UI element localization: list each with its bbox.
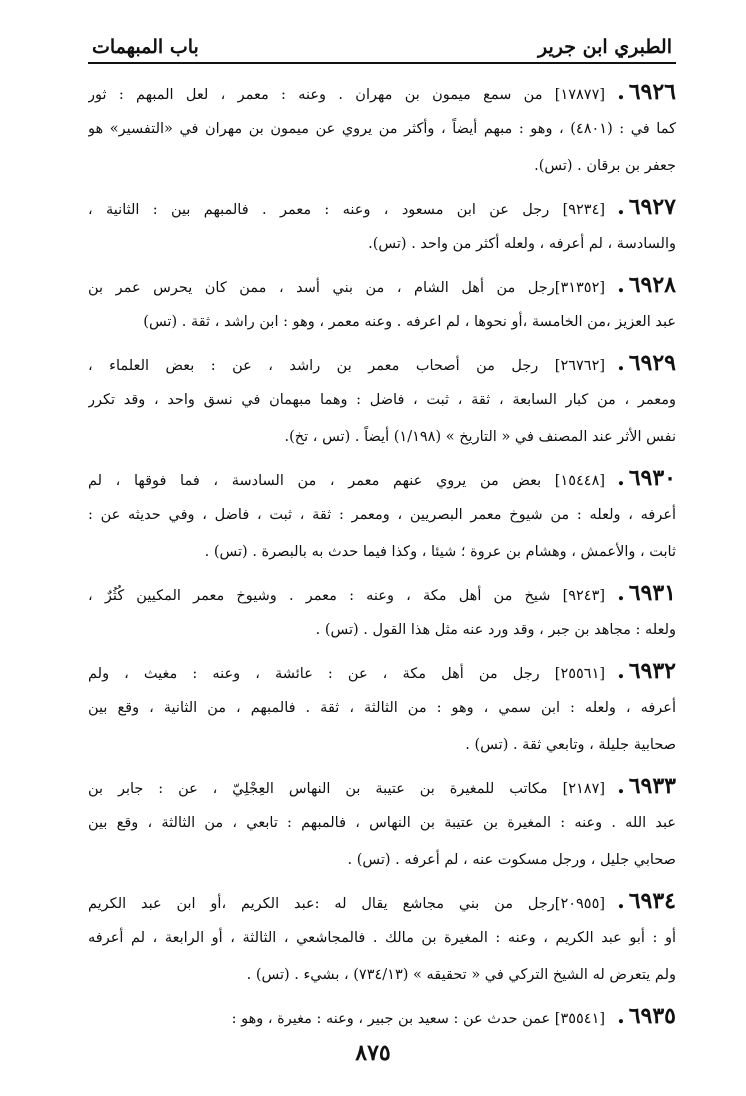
entry-line	[88, 842, 676, 879]
entry-text: أعرفه ، ولعله : من شيوخ معمر البصريين ، ومعمر : ثقة ، ثبت ، فاضل ، وفي حديثه عن :	[88, 507, 676, 523]
entry-text: ومعمر ، من كبار السابعة ، ثقة ، ثبت ، فاضل : وهما مبهمان في نسق واحد ، وقد تكرر	[88, 392, 676, 408]
entry-line	[88, 382, 676, 419]
entry-number: ٦٩٣٢	[628, 658, 676, 684]
entry-text: كما في : (٤٨٠١) ، وهو : مبهم أيضاً ، وأكثر من يروي عن ميمون بن مهران في «التفسير» هو	[88, 121, 676, 137]
entry-line	[88, 460, 676, 497]
entry-number: ٦٩٣٥	[628, 1003, 676, 1029]
entry-number-dot: .	[617, 888, 625, 914]
entry-number-dot: .	[617, 1003, 625, 1029]
entry-number-dot: .	[617, 350, 625, 376]
entry-text: [١٧٨٧٧] من سمع ميمون بن مهران . وعنه : معمر ، لعل المبهم : ثور	[88, 87, 606, 103]
entry-line	[88, 805, 676, 842]
entry-text: والسادسة ، لم أعرفه ، ولعله أكثر من واحد . (تس).	[368, 236, 676, 252]
entry-number-dot: .	[617, 194, 625, 220]
entry-text: [٢٠٩٥٥]رجل من بني مجاشع يقال له :عبد الكريم ،أو ابن عبد الكريم	[88, 896, 606, 912]
entry-number: ٦٩٢٦	[628, 79, 676, 105]
entry-text: صحابي جليل ، ورجل مسكوت عنه ، لم أعرفه . (تس) .	[347, 852, 676, 868]
entry-line	[88, 419, 676, 456]
entry	[88, 460, 676, 571]
entry	[88, 267, 676, 341]
entry-number: ٦٩٣١	[628, 580, 676, 606]
entry-text: [٢٦٧٦٢] رجل من أصحاب معمر بن راشد ، عن : بعض العلماء ،	[88, 358, 606, 374]
entry-text: ولعله : مجاهد بن جبر ، وقد ورد عنه مثل هذا القول . (تس) .	[315, 622, 676, 638]
entry-text: [٣١٣٥٢]رجل من أهل الشام ، من بني أسد ، ممن كان يحرس عمر بن	[88, 280, 606, 296]
entry-text: عبد الله . وعنه : المغيرة بن عتيبة بن النهاس ، فالمبهم : تابعي ، من الثالثة ، وقع بين	[88, 815, 676, 831]
entry-line	[88, 189, 676, 226]
entry	[88, 883, 676, 994]
entry	[88, 768, 676, 879]
entry-line	[88, 998, 676, 1035]
entry-line	[88, 957, 676, 994]
entry	[88, 74, 676, 185]
entry-number-dot: .	[617, 79, 625, 105]
entry-text: نفس الأثر عند المصنف في « التاريخ » (١/١٩٨) أيضاً . (تس ، تخ).	[284, 429, 676, 445]
entry-number-dot: .	[617, 658, 625, 684]
entry-text: [٩٢٤٣] شيخ من أهل مكة ، وعنه : معمر . وشيوخ معمر المكيين كُثُرٌ ،	[88, 588, 606, 604]
entry-text: [٣٥٥٤١] عمن حدث عن : سعيد بن جبير ، وعنه : مغيرة ، وهو :	[231, 1011, 606, 1027]
header-book-title: الطبري ابن جرير	[537, 36, 672, 58]
entry-line	[88, 267, 676, 304]
entry-line	[88, 727, 676, 764]
entry-line	[88, 497, 676, 534]
entry-number: ٦٩٢٩	[628, 350, 676, 376]
entry-text: صحابية جليلة ، وتابعي ثقة . (تس) .	[465, 737, 676, 753]
entry-number-dot: .	[617, 773, 625, 799]
entry	[88, 575, 676, 649]
header-chapter-title: باب المبهمات	[92, 36, 199, 58]
entry-text: أعرفه ، ولعله : ابن سمي ، وهو : من الثالثة ، ثقة . فالمبهم ، من الثانية ، وقع بين	[88, 700, 676, 716]
entry-text: [٢١٨٧] مكاتب للمغيرة بن عتيبة بن النهاس العِجْلِيّ ، عن : جابر بن	[88, 781, 606, 797]
entry-line	[88, 74, 676, 111]
entry-line	[88, 653, 676, 690]
entry-text: عبد العزيز ،من الخامسة ،أو نحوها ، لم اعرفه . وعنه معمر ، وهو : ابن راشد ، ثقة . (تس)	[143, 314, 676, 330]
entry-line	[88, 148, 676, 185]
entry-line	[88, 883, 676, 920]
entry-text: جعفر بن برقان . (تس).	[534, 158, 676, 174]
entry-line	[88, 920, 676, 957]
page-number: ٨٧٥	[355, 1040, 391, 1066]
entry-text: [٩٢٣٤] رجل عن ابن مسعود ، وعنه : معمر . فالمبهم بين : الثانية ،	[88, 202, 606, 218]
entry-text: ثابت ، والأعمش ، وهشام بن عروة ؛ شيئا ، وكذا فيما حدث به بالبصرة . (تس) .	[204, 544, 676, 560]
entry-line	[88, 690, 676, 727]
entry-text: [١٥٤٤٨] بعض من يروي عنهم معمر ، من السادسة ، فما فوقها ، لم	[88, 473, 606, 489]
entry	[88, 653, 676, 764]
entry	[88, 189, 676, 263]
entry-number: ٦٩٣٠	[628, 465, 676, 491]
entry-line	[88, 226, 676, 263]
entry-line	[88, 111, 676, 148]
entries-list	[88, 74, 676, 1035]
entry-number-dot: .	[617, 272, 625, 298]
entry-number: ٦٩٢٧	[628, 194, 676, 220]
entry	[88, 998, 676, 1035]
entry-text: أو : أبو عبد الكريم ، وعنه : المغيرة بن مالك . فالمجاشعي ، الثالثة ، أو الرابعة ، لم أعرفه	[88, 930, 676, 946]
entry-line	[88, 768, 676, 805]
entry-text: [٢٥٥٦١] رجل من أهل مكة ، عن : عائشة ، وعنه : مغيث ، ولم	[88, 666, 606, 682]
entry	[88, 345, 676, 456]
entry-number: ٦٩٣٤	[628, 888, 676, 914]
entry-line	[88, 612, 676, 649]
running-header	[88, 22, 676, 64]
entry-line	[88, 575, 676, 612]
entry-line	[88, 304, 676, 341]
entry-text: ولم يتعرض له الشيخ التركي في « تحقيقه » (٧٣٤/١٣) ، بشيء . (تس) .	[246, 967, 676, 983]
entry-number-dot: .	[617, 465, 625, 491]
entry-line	[88, 345, 676, 382]
entry-number: ٦٩٢٨	[628, 272, 676, 298]
entry-line	[88, 534, 676, 571]
entry-number-dot: .	[617, 580, 625, 606]
entry-number: ٦٩٣٣	[628, 773, 676, 799]
